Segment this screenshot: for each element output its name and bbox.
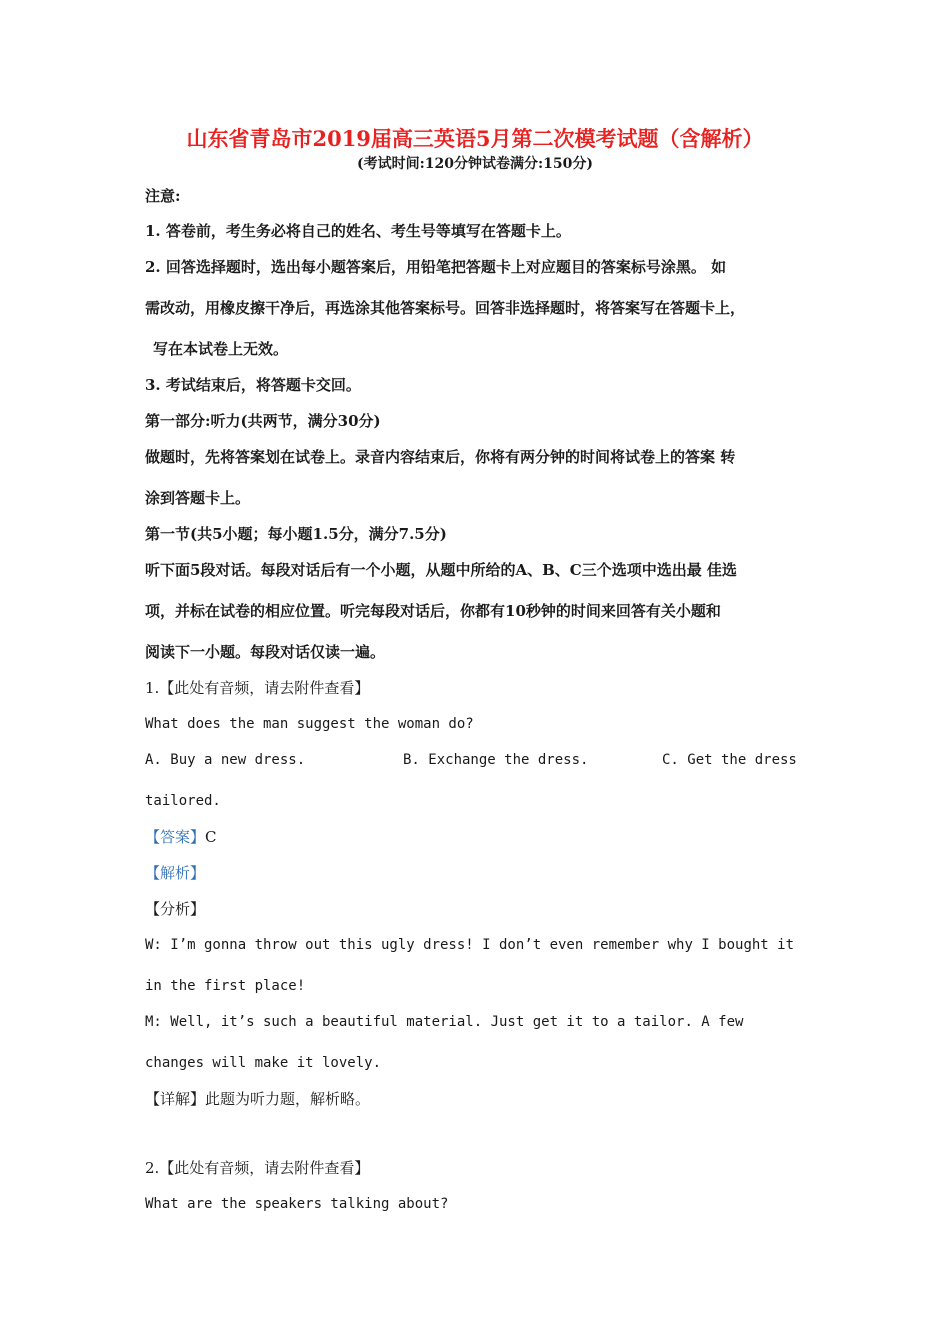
section1-heading: 第一节(共5小题；每小题1.5分，满分7.5分)	[145, 525, 447, 543]
section1-instruction-line-3: 阅读下一小题。每段对话仅读一遍。	[145, 643, 386, 661]
q1-option-b: B. Exchange the dress.	[403, 752, 589, 768]
notice-item-2-line-1: 2. 回答选择题时，选出每小题答案后，用铅笔把答题卡上对应题目的答案标号涂黑。 如	[145, 258, 727, 276]
q1-transcript-m-line-1: M: Well, it’s such a beautiful material. Just get it to a tailor. A few	[145, 1014, 744, 1030]
q2-header: 2.【此处有音频，请去附件查看】	[145, 1159, 370, 1177]
q1-header: 1.【此处有音频，请去附件查看】	[145, 679, 370, 697]
q1-transcript-m-line-2: changes will make it lovely.	[145, 1055, 382, 1071]
notice-item-2-line-2: 需改动，用橡皮擦干净后，再选涂其他答案标号。回答非选择题时，将答案写在答题卡上，	[145, 299, 746, 317]
exam-time-info: (考试时间:120分钟试卷满分:150分)	[356, 156, 594, 172]
answer-value: C	[205, 828, 217, 846]
part1-instruction-line-1: 做题时，先将答案划在试卷上。录音内容结束后，你将有两分钟的时间将试卷上的答案 转	[145, 448, 736, 466]
notice-item-1: 1. 答卷前，考生务必将自己的姓名、考生号等填写在答题卡上。	[145, 222, 571, 240]
section1-instruction-line-2: 项，并标在试卷的相应位置。听完每段对话后，你都有10秒钟的时间来回答有关小题和	[145, 602, 721, 620]
answer-label: 【答案】	[145, 828, 206, 846]
q1-option-c: C. Get the dress	[662, 752, 797, 768]
q1-transcript-w-line-2: in the first place!	[145, 978, 306, 994]
part1-instruction-line-2: 涂到答题卡上。	[145, 489, 251, 507]
part1-heading: 第一部分:听力(共两节，满分30分)	[145, 412, 381, 430]
q1-fenxi-label: 【分析】	[145, 900, 206, 918]
q1-question: What does the man suggest the woman do?	[145, 716, 474, 732]
q1-answer	[145, 827, 217, 847]
q1-transcript-w-line-1: W: I’m gonna throw out this ugly dress! I don’t even remember why I bought it	[145, 937, 795, 953]
q2-question: What are the speakers talking about?	[145, 1196, 449, 1212]
section1-instruction-line-1: 听下面5段对话。每段对话后有一个小题，从题中所给的A、B、C三个选项中选出最 佳选	[145, 561, 737, 579]
q1-option-c-continued: tailored.	[145, 793, 221, 809]
notice-item-2-line-3: 写在本试卷上无效。	[153, 340, 289, 358]
q1-detail: 【详解】此题为听力题，解析略。	[145, 1090, 371, 1108]
q1-analysis-label: 【解析】	[145, 864, 206, 882]
q1-option-a: A. Buy a new dress.	[145, 752, 306, 768]
document-title: 山东省青岛市2019届高三英语5月第二次模考试题（含解析）	[186, 126, 764, 151]
notice-item-3: 3. 考试结束后，将答题卡交回。	[145, 376, 361, 394]
notice-heading: 注意:	[145, 187, 181, 205]
